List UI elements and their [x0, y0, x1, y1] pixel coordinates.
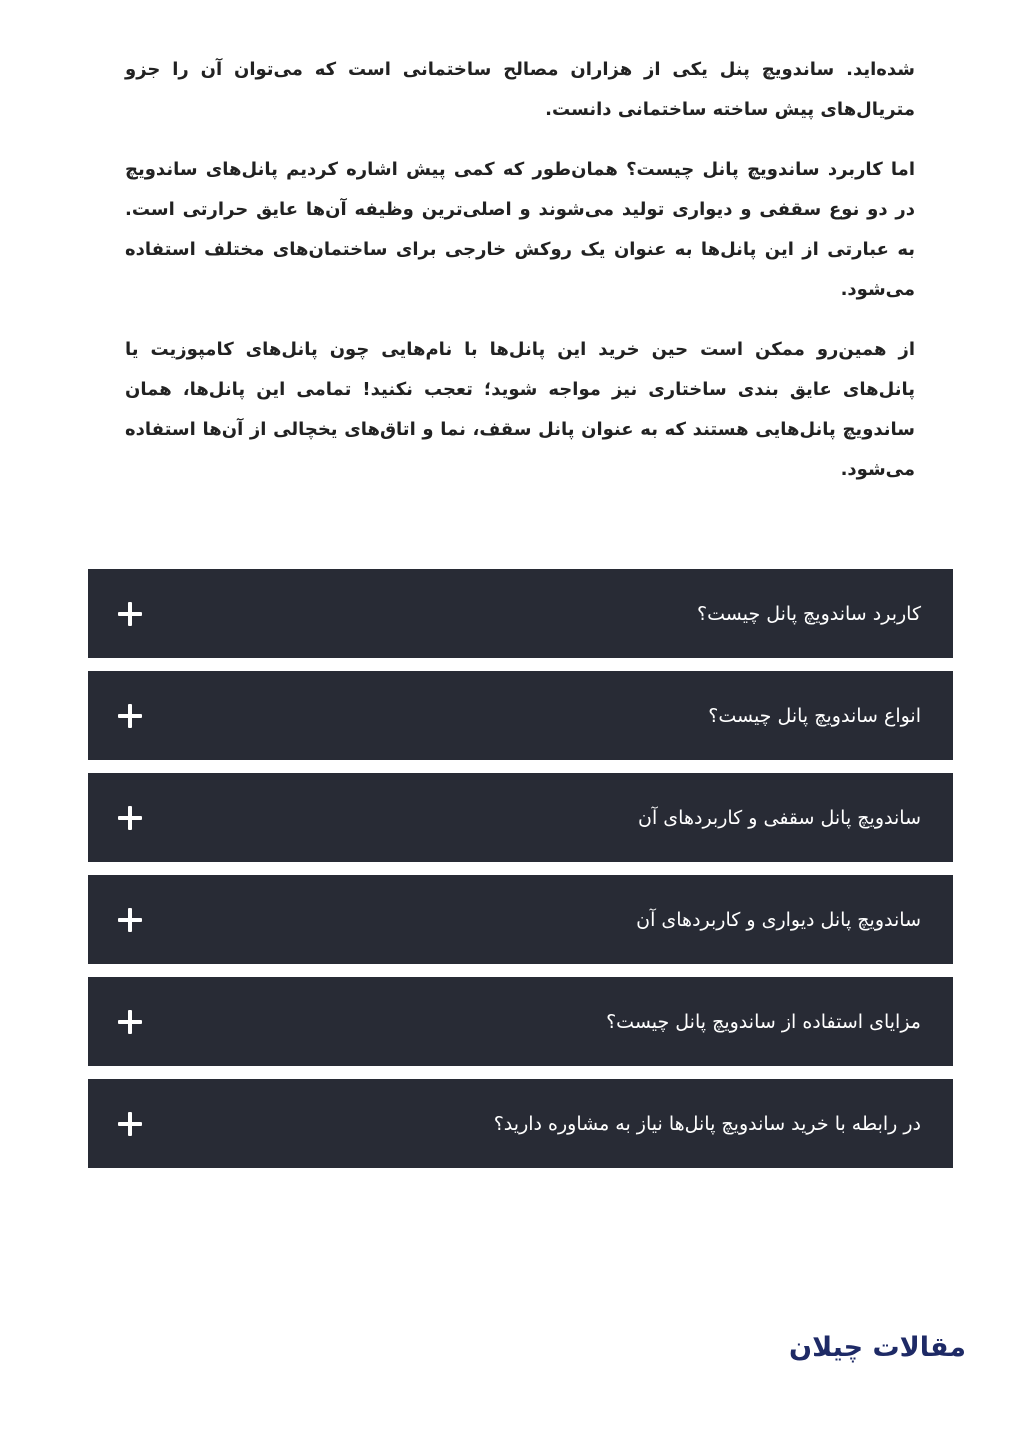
accordion-item-title: انواع ساندویچ پانل چیست؟: [708, 704, 921, 727]
plus-icon[interactable]: [118, 704, 142, 728]
paragraph: از همین‌رو ممکن است حین خرید این پانل‌ها با نام‌هایی چون پانل‌های کامپوزیت یا پانل‌های عایق بندی ساختاری نیز مواجه شوید؛ تعجب نکنید! تمامی این پانل‌ها، همان ساندویچ پانل‌هایی هستند که به عنوان پانل سقف، نما و اتاق‌های یخچالی از آن‌ها استفاده می‌شود.: [125, 339, 915, 480]
accordion-item[interactable]: [88, 1079, 953, 1168]
accordion-item-title: کاربرد ساندویچ پانل چیست؟: [697, 602, 921, 625]
plus-icon[interactable]: [118, 1010, 142, 1034]
accordion-item[interactable]: [88, 977, 953, 1066]
accordion-item-title: در رابطه با خرید ساندویچ پانل‌ها نیاز به مشاوره دارید؟: [493, 1112, 921, 1135]
accordion-item[interactable]: [88, 875, 953, 964]
faq-accordion: [88, 569, 953, 1181]
accordion-item[interactable]: [88, 773, 953, 862]
accordion-item[interactable]: [88, 671, 953, 760]
paragraph: شده‌اید. ساندویچ پنل یکی از هزاران مصالح ساختمانی است که می‌توان آن را جزو متریال‌های پیش ساخته ساختمانی دانست.: [125, 59, 915, 120]
paragraph: اما کاربرد ساندویچ پانل چیست؟ همان‌طور که کمی پیش اشاره کردیم پانل‌های ساندویچ در دو نوع سقفی و دیواری تولید می‌شوند و اصلی‌ترین وظیفه آن‌ها عایق حرارتی است. به عبارتی از این پانل‌ها به عنوان یک روکش خارجی برای ساختمان‌های مختلف استفاده می‌شود.: [125, 159, 915, 300]
article-body: [125, 50, 915, 510]
section-heading: مقالات چیلان: [789, 1332, 966, 1363]
accordion-item-title: ساندویچ پانل دیواری و کاربردهای آن: [636, 908, 921, 931]
plus-icon[interactable]: [118, 1112, 142, 1136]
plus-icon[interactable]: [118, 602, 142, 626]
accordion-item-title: مزایای استفاده از ساندویچ پانل چیست؟: [606, 1010, 921, 1033]
plus-icon[interactable]: [118, 806, 142, 830]
accordion-item[interactable]: [88, 569, 953, 658]
plus-icon[interactable]: [118, 908, 142, 932]
accordion-item-title: ساندویچ پانل سقفی و کاربردهای آن: [638, 806, 921, 829]
